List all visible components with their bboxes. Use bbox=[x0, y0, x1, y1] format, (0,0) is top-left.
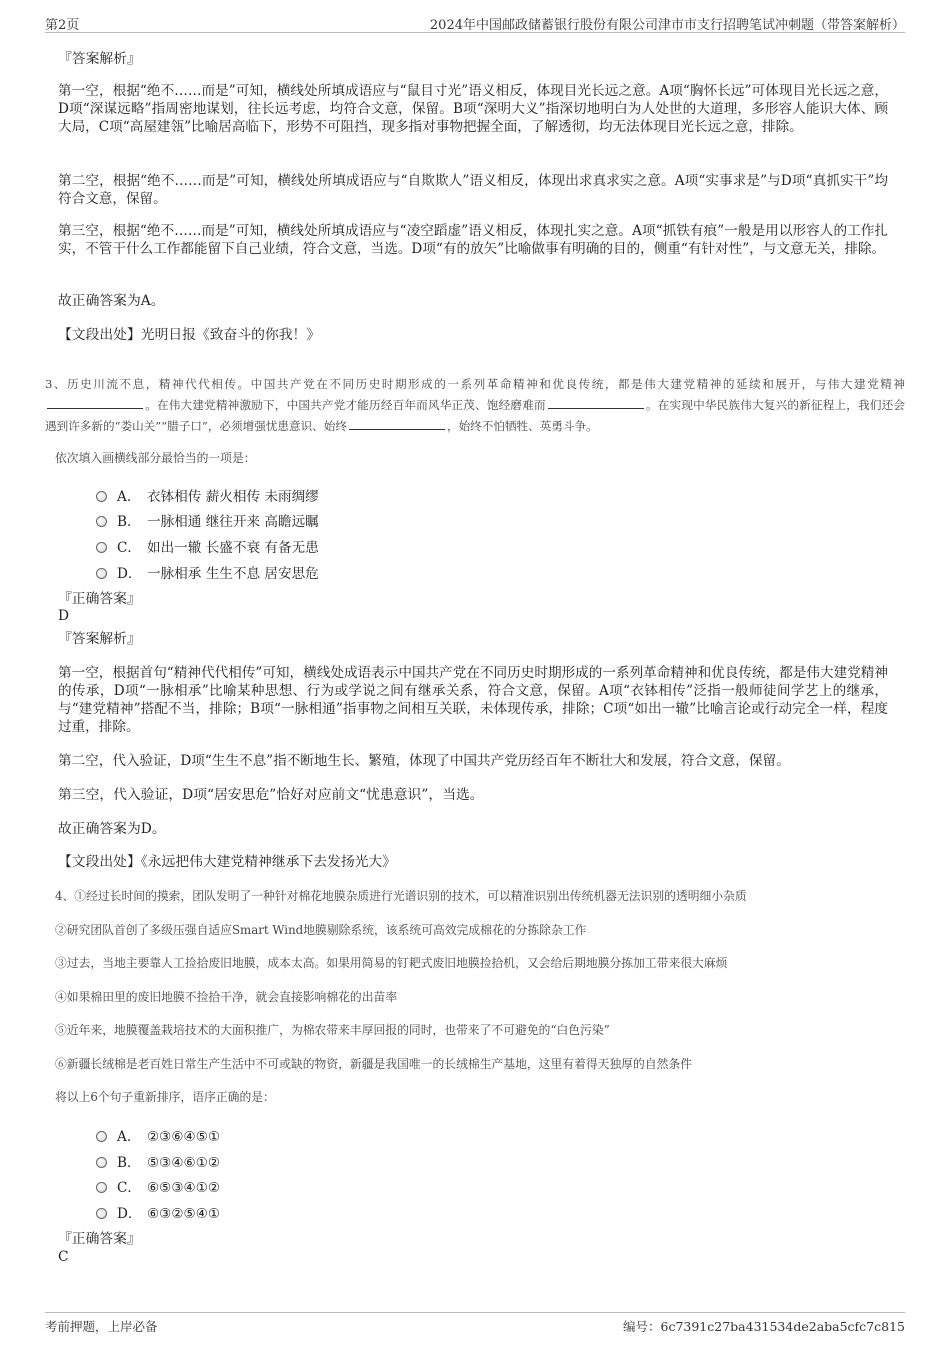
q3-blank-1 bbox=[47, 396, 143, 409]
radio-icon[interactable] bbox=[96, 1157, 107, 1168]
option-key: B． bbox=[117, 1155, 141, 1171]
document-title: 2024年中国邮政储蓄银行股份有限公司津市市支行招聘笔试冲刺题（带答案解析） bbox=[429, 18, 905, 33]
q4-option-c[interactable] bbox=[96, 1176, 220, 1196]
radio-icon[interactable] bbox=[96, 516, 107, 527]
q3-conclusion: 故正确答案为D。 bbox=[58, 821, 166, 837]
option-key: A． bbox=[117, 489, 141, 505]
option-text: 一脉相承 生生不息 居安思危 bbox=[147, 566, 319, 582]
q2-source: 【文段出处】光明日报《致奋斗的你我！》 bbox=[58, 327, 321, 343]
q4-sentence-1: 4、①经过长时间的摸索，团队发明了一种针对棉花地膜杂质进行光谱识别的技术，可以精准识别出传统机器无法识别的透明细小杂质 bbox=[55, 889, 747, 903]
q3-instruction: 依次填入画横线部分最恰当的一项是： bbox=[55, 451, 256, 465]
option-text: ②③⑥④⑤① bbox=[147, 1129, 221, 1145]
option-text: 一脉相通 继往开来 高瞻远瞩 bbox=[147, 514, 319, 530]
q3-option-b[interactable] bbox=[96, 510, 319, 530]
option-text: 如出一辙 长盛不衰 有备无患 bbox=[147, 540, 319, 556]
q3-stem-part-2: 。在伟大建党精神激励下，中国共产党才能历经百年而风华正茂、饱经磨难而 bbox=[145, 398, 546, 412]
option-key: B． bbox=[117, 514, 141, 530]
option-text: 衣钵相传 薪火相传 未雨绸缪 bbox=[147, 489, 319, 505]
q3-stem-part-3: 。在实现中华民族伟大复兴的新征程上，我们还会遇到许多新的“娄山关”“腊子口”，必须增强忧患意识、始终 bbox=[45, 398, 905, 433]
q2-analysis-label: 『答案解析』 bbox=[58, 51, 141, 67]
q4-instruction: 将以上6个句子重新排序，语序正确的是： bbox=[55, 1090, 275, 1104]
q4-option-b[interactable] bbox=[96, 1151, 220, 1171]
option-key: C． bbox=[117, 540, 141, 556]
radio-icon[interactable] bbox=[96, 1182, 107, 1193]
radio-icon[interactable] bbox=[96, 491, 107, 502]
q3-analysis-para-2: 第二空，代入验证，D项“生生不息”指不断地生长、繁殖，体现了中国共产党历经百年不断壮大和发展，符合文意，保留。 bbox=[58, 753, 790, 769]
option-text: ⑥③②⑤④① bbox=[147, 1206, 221, 1222]
page-number: 第2页 bbox=[45, 18, 80, 33]
q4-option-d[interactable] bbox=[96, 1202, 220, 1222]
radio-icon[interactable] bbox=[96, 1208, 107, 1219]
option-key: C． bbox=[117, 1180, 141, 1196]
q3-option-c[interactable] bbox=[96, 536, 319, 556]
q3-blank-3 bbox=[349, 417, 445, 430]
q4-answer: C bbox=[58, 1249, 69, 1265]
q4-sentence-5: ⑤近年来，地膜覆盖栽培技术的大面积推广，为棉农带来丰厚回报的同时，也带来了不可避免的“白色污染” bbox=[55, 1023, 610, 1037]
page-footer bbox=[45, 1312, 905, 1334]
q3-answer: D bbox=[58, 608, 70, 624]
q3-answer-label: 『正确答案』 bbox=[58, 591, 141, 607]
radio-icon[interactable] bbox=[96, 568, 107, 579]
q4-sentence-2: ②研究团队首创了多级压强自适应Smart Wind地膜剔除系统，该系统可高效完成棉花的分拣除杂工作 bbox=[55, 923, 587, 937]
q3-stem-part-4: ，始终不怕牺牲、英勇斗争。 bbox=[446, 419, 598, 433]
option-key: D． bbox=[117, 566, 142, 582]
q3-analysis-label: 『答案解析』 bbox=[58, 631, 141, 647]
footer-slogan: 考前押题，上岸必备 bbox=[45, 1319, 158, 1334]
q2-analysis-para-3: 第三空，根据“绝不……而是”可知，横线处所填成语应与“凌空蹈虚”语义相反，体现扎实之意。A项“抓铁有痕”一般是用以形容人的工作扎实，不管干什么工作都能留下自己业绩，符合文意，当选。D项“有的放矢”比喻做事有明确的目的，侧重“有针对性”，与文意无关，排除。 bbox=[58, 223, 888, 257]
radio-icon[interactable] bbox=[96, 1131, 107, 1142]
option-text: ⑥⑤③④①② bbox=[147, 1180, 221, 1196]
q2-conclusion: 故正确答案为A。 bbox=[58, 293, 165, 309]
q3-blank-2 bbox=[548, 396, 644, 409]
q4-sentence-3: ③过去，当地主要靠人工捡拾废旧地膜，成本太高。如果用简易的钉耙式废旧地膜捡拾机，又会给后期地膜分拣加工带来很大麻烦 bbox=[55, 956, 728, 970]
q3-analysis-para-1: 第一空，根据首句“精神代代相传”可知，横线处成语表示中国共产党在不同历史时期形成的一系列革命精神和优良传统，都是伟大建党精神的传承，D项“一脉相承”比喻某种思想、行为或学说之间有继承关系，符合文意，保留。A项“衣钵相传”泛指一般师徒间学艺上的继承，与“建党精神”搭配不当，排除；B项“一脉相通”指事物之间相互关联，未体现传承，排除；C项“如出一辙”比喻言论或行动完全一样，程度过重，排除。 bbox=[58, 665, 888, 735]
q3-option-d[interactable] bbox=[96, 562, 319, 582]
q4-option-a[interactable] bbox=[96, 1125, 220, 1145]
q3-option-a[interactable] bbox=[96, 485, 319, 505]
q3-stem-part-1: 3、历史川流不息，精神代代相传。中国共产党在不同历史时期形成的一系列革命精神和优良传统，都是伟大建党精神的延续和展开，与伟大建党精神 bbox=[45, 377, 905, 391]
q4-sentence-6: ⑥新疆长绒棉是老百姓日常生产生活中不可或缺的物资，新疆是我国唯一的长绒棉生产基地，这里有着得天独厚的自然条件 bbox=[55, 1057, 693, 1071]
q3-stem bbox=[45, 374, 905, 437]
q3-source: 【文段出处】《永远把伟大建党精神继承下去发扬光大》 bbox=[58, 854, 397, 870]
q2-analysis-para-1: 第一空，根据“绝不……而是”可知，横线处所填成语应与“鼠目寸光”语义相反，体现目光长远之意。A项“胸怀长远”可体现目光长远之意，D项“深谋远略”指周密地谋划，往长远考虑，均符合文意，保留。B项“深明大义”指深切地明白为人处世的大道理，多形容人能识大体、顾大局，C项“高屋建瓴”比喻居高临下，形势不可阻挡，现多指对事物把握全面，了解透彻，均无法体现目光长远之意，排除。 bbox=[58, 83, 888, 135]
q2-analysis-para-2: 第二空，根据“绝不……而是”可知，横线处所填成语应与“自欺欺人”语义相反，体现出求真求实之意。A项“实事求是”与D项“真抓实干”均符合文意，保留。 bbox=[58, 173, 888, 207]
q4-answer-label: 『正确答案』 bbox=[58, 1231, 141, 1247]
option-text: ⑤③④⑥①② bbox=[147, 1155, 221, 1171]
q4-sentence-4: ④如果棉田里的废旧地膜不捡拾干净，就会直接影响棉花的出苗率 bbox=[55, 990, 398, 1004]
option-key: A． bbox=[117, 1129, 141, 1145]
q3-analysis-para-3: 第三空，代入验证，D项“居安思危”恰好对应前文“忧患意识”，当选。 bbox=[58, 787, 484, 803]
page-header bbox=[45, 10, 905, 33]
footer-serial: 编号：6c7391c27ba431534de2aba5cfc7c815 bbox=[623, 1319, 905, 1334]
radio-icon[interactable] bbox=[96, 542, 107, 553]
option-key: D． bbox=[117, 1206, 142, 1222]
